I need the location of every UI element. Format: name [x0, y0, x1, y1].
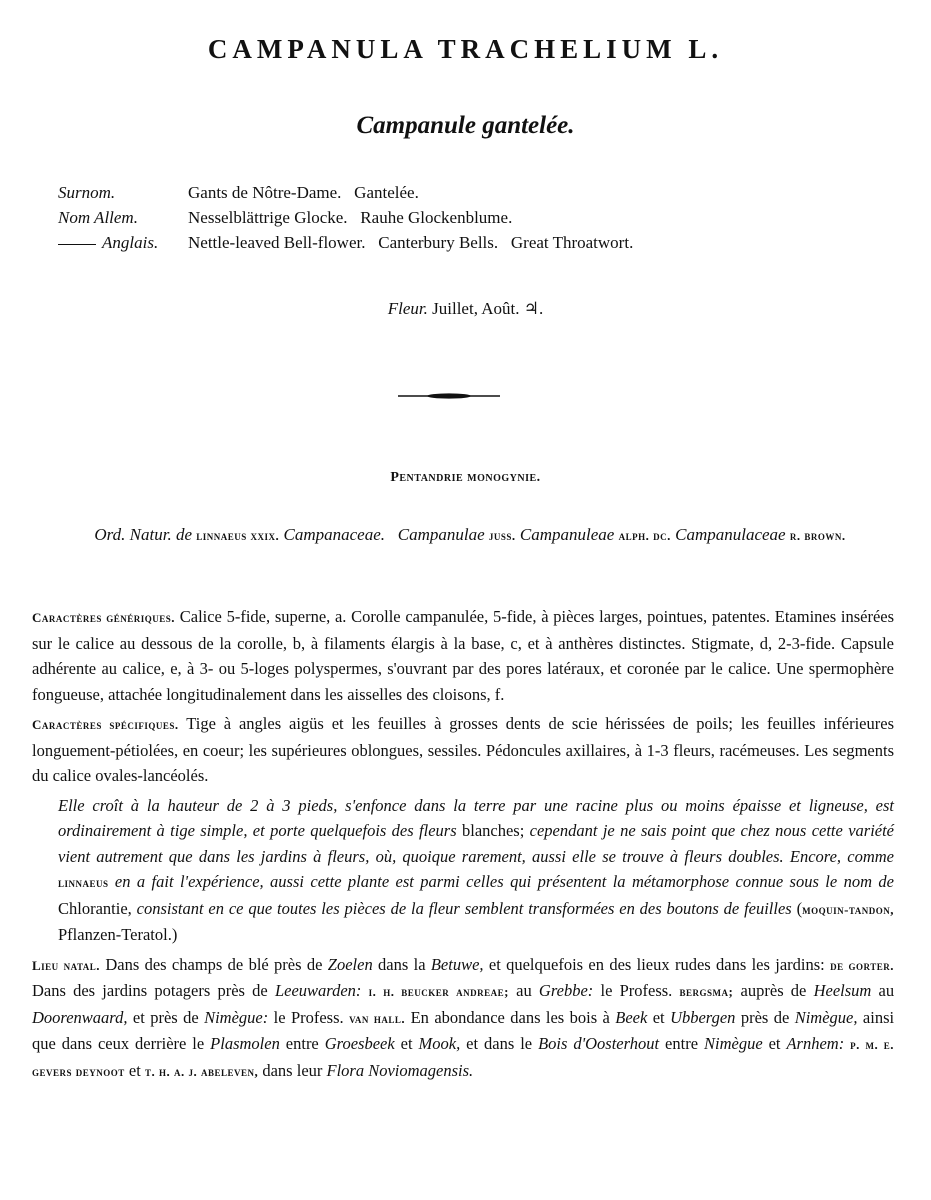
author-name: bergsma; — [679, 984, 734, 999]
description-body — [32, 604, 894, 1088]
flowering-time — [0, 299, 931, 319]
generic-characters — [32, 604, 894, 707]
place-name: Plasmolen — [210, 1034, 280, 1053]
section-text: Calice 5-fide, superne, a. Corolle campanulée, 5-fide, à pièces larges, pointues, patentes. Etamines insérées sur le calice au dessous de la corolle, b, à filaments élargis à la base, c, et à anthères distinctes. Stigmate, d, 2-3-fide. Capsule adhérente au calice, e, à 3- ou 5-loges polyspermes, s'ouvrant par des pores latéraux, et coronée par le calice. Une spermophère fongueuse, attachée longitudinalement dans les aisselles des cloisons, f. — [32, 607, 895, 704]
place-name: Nimègue, — [794, 1007, 858, 1027]
note-text: Pflanzen-Teratol.) — [58, 925, 178, 944]
note-text: ( — [796, 898, 803, 918]
loc-text: et quelquefois en des lieux rudes dans les jardins: — [488, 954, 825, 974]
book-title: Flora Noviomagensis. — [326, 1060, 474, 1080]
author-name: de gorter. — [830, 957, 894, 973]
order-text: Campanaceae. Campanulae — [283, 525, 485, 544]
loc-text: ainsi que dans ceux derrière le — [32, 1007, 895, 1053]
place-name: Arnhem: — [786, 1034, 845, 1053]
loc-text: le Profess. — [273, 1007, 344, 1027]
name-label: Nom Allem. — [58, 208, 138, 227]
place-name: Betuwe, — [430, 954, 484, 974]
flower-text: Juillet, Août. ♃. — [432, 299, 544, 318]
loc-text: et — [768, 1034, 781, 1053]
loc-text: et près de — [132, 1007, 199, 1027]
place-name: Ubbergen — [670, 1007, 736, 1027]
order-text: Ord. Natur. de — [94, 525, 192, 544]
section-heading: Caractères génériques. — [32, 610, 176, 625]
name-text: Nettle-leaved Bell-flower. Canterbury Bells. Great Throatwort. — [188, 233, 634, 252]
author-name: moquin-tandon, — [802, 901, 895, 917]
name-text: Nesselblättrige Glocke. Rauhe Glockenblume. — [188, 208, 513, 227]
loc-text: et dans le — [466, 1034, 533, 1053]
loc-text: et — [400, 1034, 413, 1053]
native-locality — [32, 952, 894, 1085]
name-row — [58, 180, 918, 205]
name-text: Gants de Nôtre-Dame. Gantelée. — [188, 183, 419, 202]
note-text: cependant je ne sais point que chez nous cette variété vient autrement que dans les jardins à fleurs, où, quoique rarement, aussi elle se trouve à fleurs doubles. Encore, comme — [58, 821, 895, 866]
ornament-divider — [398, 392, 500, 400]
author-name: linnaeus xxix. — [196, 528, 280, 543]
place-name: Leeuwarden: — [274, 981, 362, 1000]
note-text: blanches; — [461, 821, 525, 840]
place-name: Groesbeek — [324, 1034, 395, 1053]
place-name: Nimègue: — [204, 1007, 269, 1027]
loc-text: et — [652, 1007, 665, 1027]
natural-order — [50, 522, 890, 549]
common-names — [58, 180, 918, 255]
loc-text: dans leur — [262, 1060, 323, 1080]
author-name: linnaeus — [58, 875, 109, 890]
loc-text: le Profess. — [600, 981, 673, 1000]
loc-text: dans la — [378, 954, 426, 974]
order-text: Campanuleae — [519, 525, 615, 544]
specific-characters — [32, 711, 894, 789]
section-text: Tige à angles aigüs et les feuilles à grosses dents de scie hérissées de poils; les feuilles inférieures longuement-pétiolées, en coeur; les supérieures oblongues, sessiles. Pédoncules axillaires, à 1-3 fleurs, racémeuses. Les segments du calice ovales-lancéolés. — [32, 714, 894, 785]
loc-text: Dans des jardins potagers près de — [32, 981, 268, 1000]
order-text: Campanulaceae — [675, 525, 786, 544]
loc-text: entre — [285, 1034, 319, 1053]
loc-text: et — [128, 1060, 141, 1080]
author-name: r. brown. — [789, 528, 846, 543]
author-name: t. h. a. j. abeleven, — [144, 1063, 259, 1079]
page-subtitle: Campanule gantelée. — [356, 112, 575, 139]
loc-text: au — [878, 981, 895, 1000]
name-label-text: Anglais. — [102, 233, 159, 252]
flower-label: Fleur. — [387, 299, 428, 318]
note-text: consistant en ce que toutes les pièces de la fleur semblent transformées en des boutons de feuilles — [136, 898, 792, 918]
name-row — [58, 205, 918, 230]
author-name: p. m. e. gevers deynoot — [32, 1037, 895, 1079]
place-name: Zoelen — [327, 954, 373, 974]
loc-text: au — [516, 981, 532, 1000]
loc-text: près de — [740, 1007, 790, 1027]
author-name: van hall. — [349, 1010, 406, 1026]
place-name: Heelsum — [813, 981, 872, 1000]
name-label — [58, 230, 188, 255]
loc-text: Dans des champs de blé près de — [105, 954, 323, 974]
place-name: Grebbe: — [538, 981, 594, 1000]
place-name: Bois d'Oosterhout — [538, 1034, 660, 1053]
habit-note — [32, 793, 894, 948]
note-text: Chlorantie, — [58, 898, 132, 918]
name-label: Surnom. — [58, 183, 116, 202]
place-name: Nimègue — [703, 1034, 763, 1053]
author-name: i. h. beucker andreae; — [368, 984, 509, 999]
loc-text: auprès de — [740, 981, 807, 1000]
note-text: Elle croît à la hauteur de 2 à 3 pieds, s'enfonce dans la terre par une racine plus ou moins épaisse et ligneuse, est ordinairement à tige simple, et porte quelquefois des fleurs — [58, 795, 894, 840]
author-name: juss. — [488, 528, 516, 543]
place-name: Beek — [615, 1007, 648, 1027]
page-title: CAMPANULA TRACHELIUM L. — [207, 34, 724, 64]
place-name: Mook, — [418, 1034, 461, 1053]
section-heading: Lieu natal. — [32, 957, 101, 973]
author-name: alph. dc. — [618, 528, 671, 543]
loc-text: En abondance dans les bois à — [410, 1007, 610, 1027]
place-name: Doorenwaard, — [32, 1007, 128, 1027]
section-heading: Caractères spécifiques. — [32, 717, 179, 732]
class-heading: Pentandrie monogynie. — [390, 470, 541, 485]
name-row — [58, 230, 918, 255]
loc-text: entre — [665, 1034, 699, 1053]
note-text: en a fait l'expérience, aussi cette plante est parmi celles qui présentent la métamorphose connue sous le nom de — [114, 872, 894, 891]
